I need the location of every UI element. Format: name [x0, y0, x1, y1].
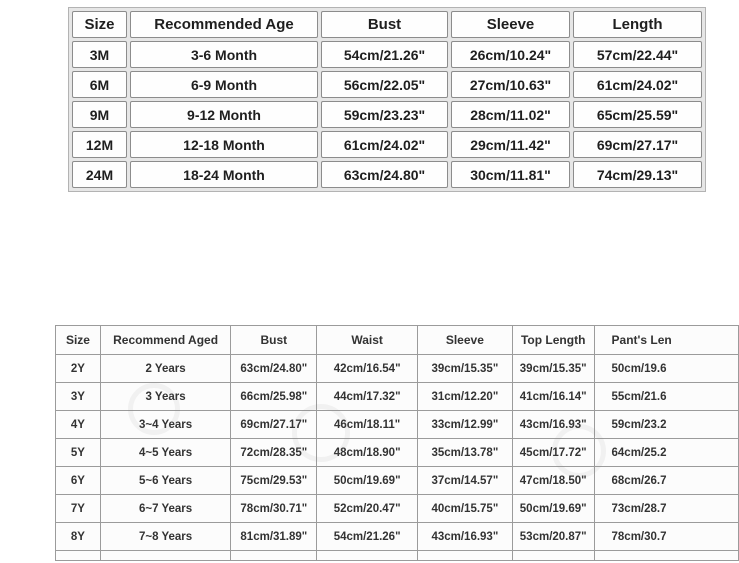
cell: 6Y: [56, 467, 101, 495]
cell: 31cm/12.20": [417, 383, 512, 411]
cell: 30cm/11.81": [451, 161, 570, 188]
cell: 42cm/16.54": [317, 355, 417, 383]
cell: 63cm/24.80": [231, 355, 317, 383]
cell: 69cm/27.17": [231, 411, 317, 439]
column-header: Waist: [317, 326, 417, 355]
cell: 29cm/11.42": [451, 131, 570, 158]
cell: 6-9 Month: [130, 71, 318, 98]
column-header: Sleeve: [451, 11, 570, 38]
cell: 3~4 Years: [100, 411, 230, 439]
cell: [56, 551, 101, 561]
cell: 68cm/26.7: [594, 467, 738, 495]
cell: [594, 551, 738, 561]
table-row: [72, 71, 702, 98]
cell: 35cm/13.78": [417, 439, 512, 467]
cell: 44cm/17.32": [317, 383, 417, 411]
cell: 74cm/29.13": [573, 161, 702, 188]
cell: 7~8 Years: [100, 523, 230, 551]
column-header: Recommended Age: [130, 11, 318, 38]
cell: 43cm/16.93": [512, 411, 594, 439]
cell: 78cm/30.7: [594, 523, 738, 551]
cell: [231, 551, 317, 561]
cell: 52cm/20.47": [317, 495, 417, 523]
cell: 4Y: [56, 411, 101, 439]
table-row: [56, 383, 739, 411]
infant-size-table: [68, 7, 706, 192]
cell: [317, 551, 417, 561]
cell: 7Y: [56, 495, 101, 523]
cell: 75cm/29.53": [231, 467, 317, 495]
cell: 55cm/21.6: [594, 383, 738, 411]
cell: 73cm/28.7: [594, 495, 738, 523]
cell: 53cm/20.87": [512, 523, 594, 551]
cell: 3 Years: [100, 383, 230, 411]
cell: 18-24 Month: [130, 161, 318, 188]
cell: 39cm/15.35": [417, 355, 512, 383]
column-header: Size: [72, 11, 127, 38]
cell: 56cm/22.05": [321, 71, 448, 98]
cell: 45cm/17.72": [512, 439, 594, 467]
column-header: Size: [56, 326, 101, 355]
cell: 46cm/18.11": [317, 411, 417, 439]
table-row: [72, 131, 702, 158]
table-row-partial: [56, 551, 739, 561]
cell: 3Y: [56, 383, 101, 411]
cell: 66cm/25.98": [231, 383, 317, 411]
table-row: [72, 161, 702, 188]
table-row: [72, 101, 702, 128]
column-header: Bust: [321, 11, 448, 38]
table-row: [56, 495, 739, 523]
cell: 63cm/24.80": [321, 161, 448, 188]
cell: 9M: [72, 101, 127, 128]
cell: [417, 551, 512, 561]
cell: 50cm/19.69": [512, 495, 594, 523]
cell: 40cm/15.75": [417, 495, 512, 523]
cell: 41cm/16.14": [512, 383, 594, 411]
table-header-row: [56, 326, 739, 355]
cell: 8Y: [56, 523, 101, 551]
cell: 59cm/23.2: [594, 411, 738, 439]
cell: 12M: [72, 131, 127, 158]
cell: 81cm/31.89": [231, 523, 317, 551]
table-row: [56, 411, 739, 439]
cell: 48cm/18.90": [317, 439, 417, 467]
cell: 43cm/16.93": [417, 523, 512, 551]
cell: 3M: [72, 41, 127, 68]
cell: 72cm/28.35": [231, 439, 317, 467]
cell: [100, 551, 230, 561]
column-header: Pant's Len: [594, 326, 738, 355]
cell: 59cm/23.23": [321, 101, 448, 128]
column-header: Length: [573, 11, 702, 38]
cell: 6~7 Years: [100, 495, 230, 523]
cell: 9-12 Month: [130, 101, 318, 128]
cell: 61cm/24.02": [573, 71, 702, 98]
cell: 27cm/10.63": [451, 71, 570, 98]
cell: 26cm/10.24": [451, 41, 570, 68]
table-row: [56, 355, 739, 383]
kids-size-table-grid: [55, 325, 739, 561]
cell: 50cm/19.69": [317, 467, 417, 495]
kids-size-table: [55, 325, 739, 561]
cell: 50cm/19.6: [594, 355, 738, 383]
cell: 61cm/24.02": [321, 131, 448, 158]
column-header: Top Length: [512, 326, 594, 355]
table-row: [56, 439, 739, 467]
table-row: [72, 41, 702, 68]
column-header: Recommend Aged: [100, 326, 230, 355]
cell: 3-6 Month: [130, 41, 318, 68]
cell: [512, 551, 594, 561]
cell: 2 Years: [100, 355, 230, 383]
cell: 24M: [72, 161, 127, 188]
table-row: [56, 523, 739, 551]
cell: 2Y: [56, 355, 101, 383]
cell: 57cm/22.44": [573, 41, 702, 68]
column-header: Sleeve: [417, 326, 512, 355]
cell: 28cm/11.02": [451, 101, 570, 128]
table-row: [56, 467, 739, 495]
cell: 69cm/27.17": [573, 131, 702, 158]
cell: 47cm/18.50": [512, 467, 594, 495]
cell: 65cm/25.59": [573, 101, 702, 128]
cell: 64cm/25.2: [594, 439, 738, 467]
cell: 12-18 Month: [130, 131, 318, 158]
column-header: Bust: [231, 326, 317, 355]
cell: 37cm/14.57": [417, 467, 512, 495]
cell: 5~6 Years: [100, 467, 230, 495]
cell: 5Y: [56, 439, 101, 467]
cell: 54cm/21.26": [317, 523, 417, 551]
cell: 6M: [72, 71, 127, 98]
table-header-row: [72, 11, 702, 38]
cell: 39cm/15.35": [512, 355, 594, 383]
cell: 33cm/12.99": [417, 411, 512, 439]
cell: 4~5 Years: [100, 439, 230, 467]
cell: 78cm/30.71": [231, 495, 317, 523]
infant-size-table-grid: [68, 7, 706, 192]
cell: 54cm/21.26": [321, 41, 448, 68]
